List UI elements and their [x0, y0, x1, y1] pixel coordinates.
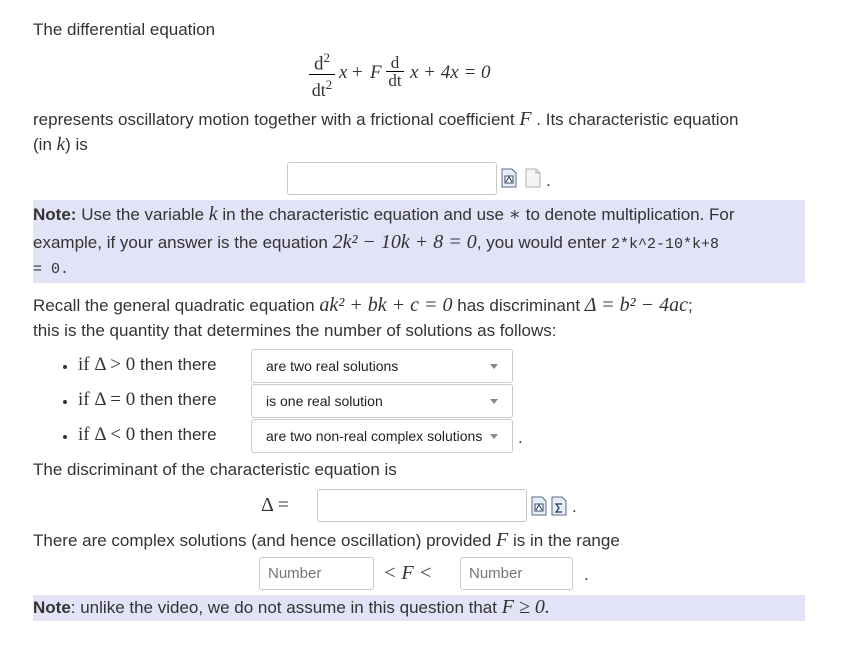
x-variable: x — [339, 62, 348, 83]
range-text: There are complex solutions (and hence oscillation) provided F is in the range — [33, 529, 620, 551]
bullet — [63, 400, 67, 404]
case-2-condition: if Δ = 0 then there — [78, 389, 217, 410]
bullet — [63, 435, 67, 439]
chevron-down-icon — [490, 434, 498, 439]
bullet — [63, 365, 67, 369]
note-video-assumption — [33, 595, 805, 621]
sigma-symbol-icon[interactable] — [551, 496, 567, 516]
recall-line1: Recall the general quadratic equation ak² + bk + c = 0 has discriminant Δ = b² − 4ac; — [33, 294, 693, 316]
recall-line2: this is the quantity that determines the number of solutions as follows: — [33, 321, 557, 340]
note1-line1: Note: Use the variable k in the characteristic equation and use ∗ to denote multiplication. For — [33, 203, 735, 225]
equation-rest: x + 4x = 0 — [410, 62, 491, 83]
preview-document-icon[interactable] — [525, 168, 541, 188]
note1-line2: example, if your answer is the equation 2k² − 10k + 8 = 0, you would enter 2*k^2-10*k+8 — [33, 231, 720, 253]
note-variable-usage — [33, 200, 805, 283]
in-k-text: (in k) is — [33, 134, 88, 155]
delta-label: Δ = — [261, 494, 290, 516]
equation-editor-icon[interactable] — [531, 496, 547, 516]
period: . — [572, 497, 577, 516]
plus-sign: + — [352, 62, 363, 83]
case-3-select[interactable]: are two non-real complex solutions — [251, 419, 513, 453]
period: . — [584, 565, 589, 584]
first-derivative-fraction: d dt — [386, 55, 404, 90]
equation-editor-icon[interactable] — [501, 168, 517, 188]
chevron-down-icon — [490, 364, 498, 369]
discriminant-input[interactable] — [317, 489, 527, 522]
represents-text: represents oscillatory motion together with a frictional coefficient F . Its characteristic equation — [33, 108, 739, 130]
period: . — [518, 428, 523, 447]
note2-line: Note: unlike the video, we do not assume in this question that F ≥ 0. — [33, 596, 550, 618]
F-coefficient: F — [370, 62, 382, 83]
range-inequality: < F < — [383, 562, 433, 584]
case-1-select[interactable]: are two real solutions — [251, 349, 513, 383]
note1-line3: = 0. — [33, 261, 70, 278]
case-2-select[interactable]: is one real solution — [251, 384, 513, 418]
case-3-condition: if Δ < 0 then there — [78, 424, 217, 445]
chevron-down-icon — [490, 399, 498, 404]
period: . — [546, 171, 551, 190]
upper-bound-input[interactable] — [460, 557, 573, 590]
intro-text: The differential equation — [33, 20, 216, 39]
characteristic-equation-input[interactable] — [287, 162, 497, 195]
case-1-condition: if Δ > 0 then there — [78, 354, 217, 375]
second-derivative-fraction: $d^2$ $dt^2$ — [309, 48, 335, 100]
discriminant-text: The discriminant of the characteristic equation is — [33, 460, 397, 479]
lower-bound-input[interactable] — [259, 557, 374, 590]
